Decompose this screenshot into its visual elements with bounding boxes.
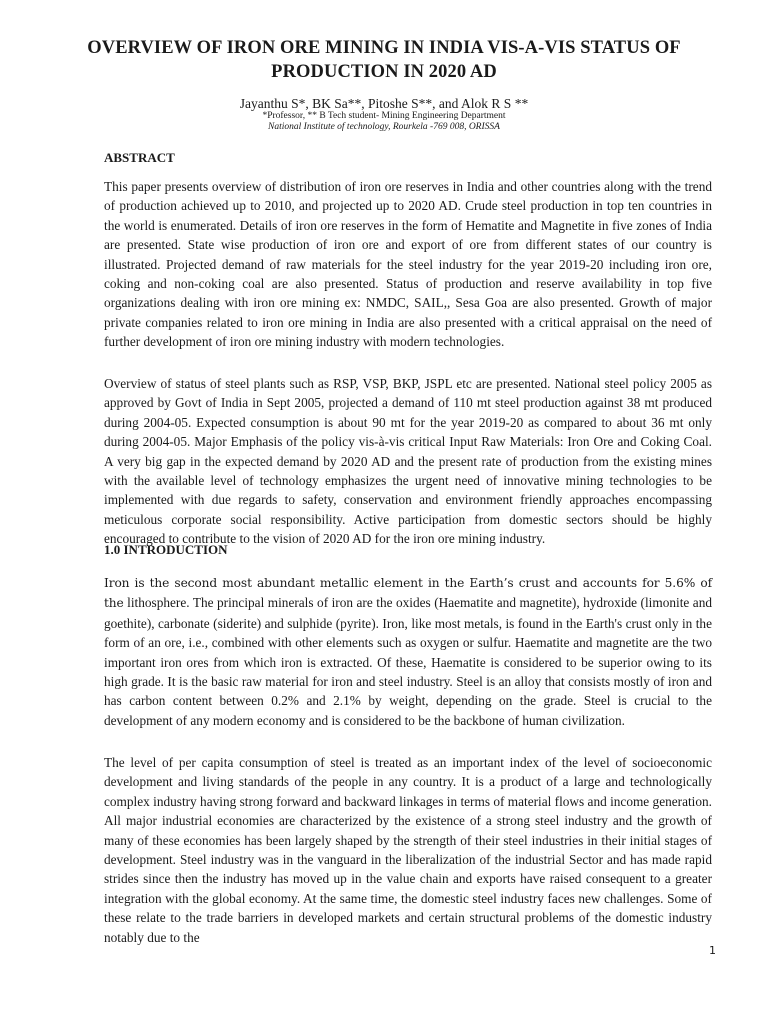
abstract-heading: ABSTRACT [104,150,175,165]
introduction-paragraph-1-body: lithosphere. The principal minerals of iron are the oxides (Haematite and magnetite), hydroxide (limonite and goethite), carbonate (siderite) and sulphide (pyrite). Iron, like most metals, is found in the Earth's crust only in the form of an ore, i.e., combined with other elements such as oxygen or sulfur. Haematite and magnetite are the two important iron ores from which iron is extracted. Of these, Haematite is considered to be superior owing to its high grade. It is the basic raw material for iron and steel industry. Steel is an alloy that consists mostly of iron and has carbon content between 0.2% and 2.1% by weight, depending on the grade. Steel is crucial to the development of any modern economy and is considered to be the backbone of human civilization. [104,595,712,728]
abstract-paragraph-2: Overview of status of steel plants such as RSP, VSP, BKP, JSPL etc are presented. National steel policy 2005 as approved by Govt of India in Sept 2005, projected a demand of 110 mt steel production against 38 mt produced during 2004-05. Expected consumption is about 90 mt for the year 2019-20 as compared to about 36 mt only during 2004-05. Major Emphasis of the policy vis-à-vis critical Input Raw Materials: Iron Ore and Coking Coal. A very big gap in the expected demand by 2020 AD and the present rate of production from the existing mines with the available level of technology emphasizes the urgent need of innovative mining technologies to be implemented with due regards to safety, conservation and environment friendly approaches encompassing meticulous corporate social responsibility. Active participation from domestic sectors should be highly encouraged to contribute to the vision of 2020 AD for the iron ore mining industry. [104,376,712,547]
author-list: Jayanthu S*, BK Sa**, Pitoshe S**, and Alok R S ** [239,96,529,111]
introduction-paragraph-2: The level of per capita consumption of steel is treated as an important index of the level of socioeconomic development and living standards of the people in any country. It is a product of a large and technologically complex industry having strong forward and backward linkages in terms of material flows and income generation. All major industrial economies are characterized by the existence of a strong steel industry and the growth of many of these economies has been largely shaped by the strength of their steel industries in their initial stages of development. Steel industry was in the vanguard in the liberalization of the industrial Sector and has made rapid strides since then the industry has moved up in the value chain and exports have raised consequent to a greater integration with the global economy. At the same time, the domestic steel industry faces new challenges. Some of these relate to the trade barriers in developed markets and certain structural problems of the domestic industry notably due to the [104,755,712,945]
introduction-paragraph-1-lead: Iron is the second most abundant metallic element in the Earth’s crust and accounts for 5.6% of the [104,576,712,611]
institution-line: National Institute of technology, Rourkela -769 008, ORISSA [268,122,500,132]
author-affiliation: *Professor, ** B Tech student- Mining Engineering Department [262,111,506,121]
introduction-paragraph-1 [104,573,712,730]
page-number: 1 [709,944,716,957]
paper-title: OVERVIEW OF IRON ORE MINING IN INDIA VIS-A-VIS STATUS OF PRODUCTION IN 2020 AD [87,38,681,82]
introduction-heading: 1.0 INTRODUCTION [104,542,228,557]
abstract-paragraph-1: This paper presents overview of distribution of iron ore reserves in India and other countries along with the trend of production achieved up to 2010, and projected up to 2020 AD. Crude steel production in top ten countries in the world is enumerated. Details of iron ore reserves in the form of Hematite and Magnetite in five zones of India are presented. State wise production of iron ore and export of ore from different states of our country is illustrated. Projected demand of raw materials for the steel industry for the year 2019-20 including iron ore, coking and non-coking coal are also presented. Status of production and reserve availability in top five organizations dealing with iron ore mining ex: NMDC, SAIL,, Sesa Goa are also presented. Growth of major private companies related to iron ore mining in India are also presented with a critical appraisal on the need of further development of iron ore mining industry with modern technologies. [104,179,712,350]
